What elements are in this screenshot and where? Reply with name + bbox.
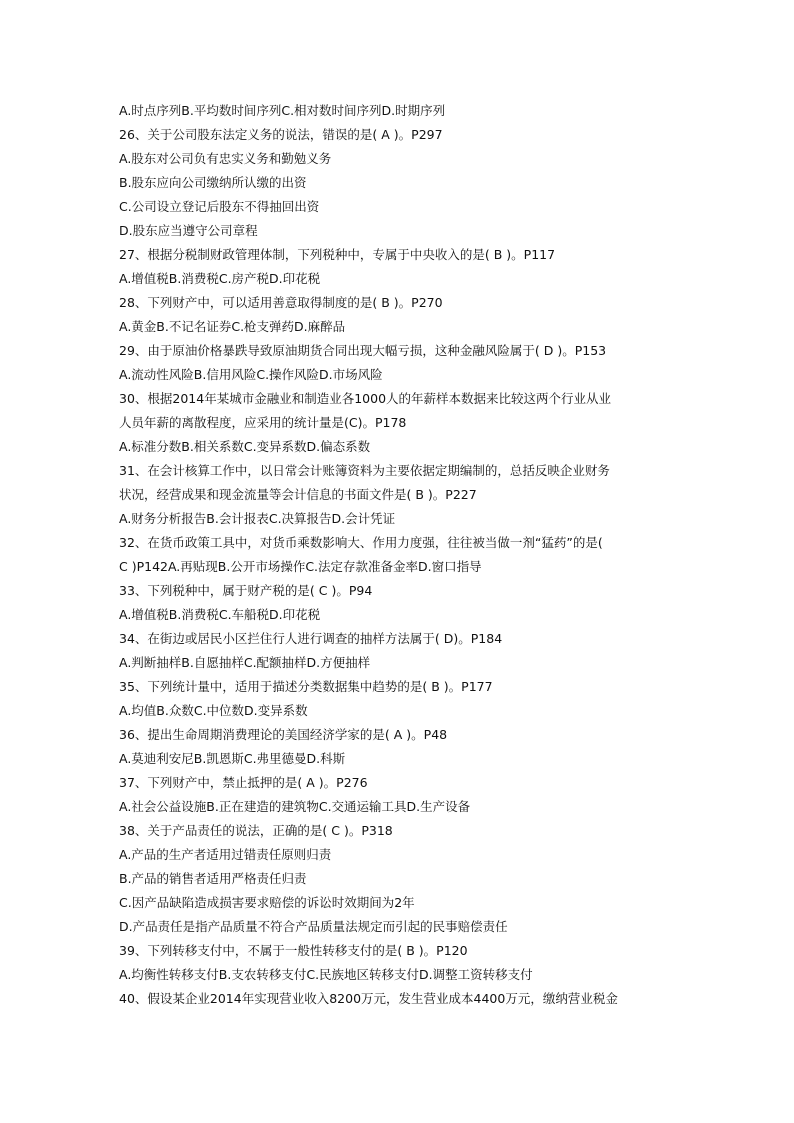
option-b: B.产品的销售者适用严格责任归责 xyxy=(119,871,307,886)
question-31-continued: 状况，经营成果和现金流量等会计信息的书面文件是( B )。P227 xyxy=(119,487,477,502)
option-a: A.股东对公司负有忠实义务和勤勉义务 xyxy=(119,151,332,166)
option-c: C.因产品缺陷造成损害要求赔偿的诉讼时效期间为2年 xyxy=(119,895,415,910)
options-line: A.均值B.众数C.中位数D.变异系数 xyxy=(119,703,308,718)
question-33: 33、下列税种中，属于财产税的是( C )。P94 xyxy=(119,583,373,598)
question-34: 34、在街边或居民小区拦住行人进行调查的抽样方法属于( D)。P184 xyxy=(119,631,503,646)
option-d: D.产品责任是指产品质量不符合产品质量法规定而引起的民事赔偿责任 xyxy=(119,919,508,934)
options-line: A.黄金B.不记名证券C.枪支弹药D.麻醉品 xyxy=(119,319,346,334)
options-line: A.莫迪利安尼B.凯恩斯C.弗里德曼D.科斯 xyxy=(119,751,346,766)
question-29: 29、由于原油价格暴跌导致原油期货合同出现大幅亏损，这种金融风险属于( D )。P153 xyxy=(119,343,607,358)
option-a: A.产品的生产者适用过错责任原则归责 xyxy=(119,847,332,862)
question-37: 37、下列财产中，禁止抵押的是( A )。P276 xyxy=(119,775,368,790)
question-27: 27、根据分税制财政管理体制，下列税种中，专属于中央收入的是( B )。P117 xyxy=(119,247,556,262)
question-30: 30、根据2014年某城市金融业和制造业各1000人的年薪样本数据来比较这两个行业从业 xyxy=(119,391,612,406)
options-line: A.财务分析报告B.会计报表C.决算报告D.会计凭证 xyxy=(119,511,396,526)
question-28: 28、下列财产中，可以适用善意取得制度的是( B )。P270 xyxy=(119,295,443,310)
question-35: 35、下列统计量中，适用于描述分类数据集中趋势的是( B )。P177 xyxy=(119,679,493,694)
options-line: A.增值税B.消费税C.车船税D.印花税 xyxy=(119,607,321,622)
question-40: 40、假设某企业2014年实现营业收入8200万元，发生营业成本4400万元，缴纳营业税金 xyxy=(119,991,618,1006)
options-line: A.流动性风险B.信用风险C.操作风险D.市场风险 xyxy=(119,367,383,382)
options-line: A.社会公益设施B.正在建造的建筑物C.交通运输工具D.生产设备 xyxy=(119,799,471,814)
options-line: A.判断抽样B.自愿抽样C.配额抽样D.方便抽样 xyxy=(119,655,371,670)
question-26: 26、关于公司股东法定义务的说法，错误的是( A )。P297 xyxy=(119,127,443,142)
document-body xyxy=(119,99,679,1011)
option-d: D.股东应当遵守公司章程 xyxy=(119,223,258,238)
text-line: A.时点序列B.平均数时间序列C.相对数时间序列D.时期序列 xyxy=(119,103,446,118)
question-38: 38、关于产品责任的说法，正确的是( C )。P318 xyxy=(119,823,393,838)
question-30-continued: 人员年薪的离散程度，应采用的统计量是(C)。P178 xyxy=(119,415,407,430)
question-39: 39、下列转移支付中，不属于一般性转移支付的是( B )。P120 xyxy=(119,943,468,958)
question-32-continued: C )P142A.再贴现B.公开市场操作C.法定存款准备金率D.窗口指导 xyxy=(119,559,482,574)
options-line: A.标准分数B.相关系数C.变异系数D.偏态系数 xyxy=(119,439,371,454)
option-c: C.公司设立登记后股东不得抽回出资 xyxy=(119,199,320,214)
question-36: 36、提出生命周期消费理论的美国经济学家的是( A )。P48 xyxy=(119,727,448,742)
options-line: A.均衡性转移支付B.支农转移支付C.民族地区转移支付D.调整工资转移支付 xyxy=(119,967,533,982)
options-line: A.增值税B.消费税C.房产税D.印花税 xyxy=(119,271,321,286)
question-32: 32、在货币政策工具中，对货币乘数影响大、作用力度强，往往被当做一剂“猛药”的是( xyxy=(119,535,603,550)
option-b: B.股东应向公司缴纳所认缴的出资 xyxy=(119,175,307,190)
question-31: 31、在会计核算工作中，以日常会计账簿资料为主要依据定期编制的，总括反映企业财务 xyxy=(119,463,610,478)
